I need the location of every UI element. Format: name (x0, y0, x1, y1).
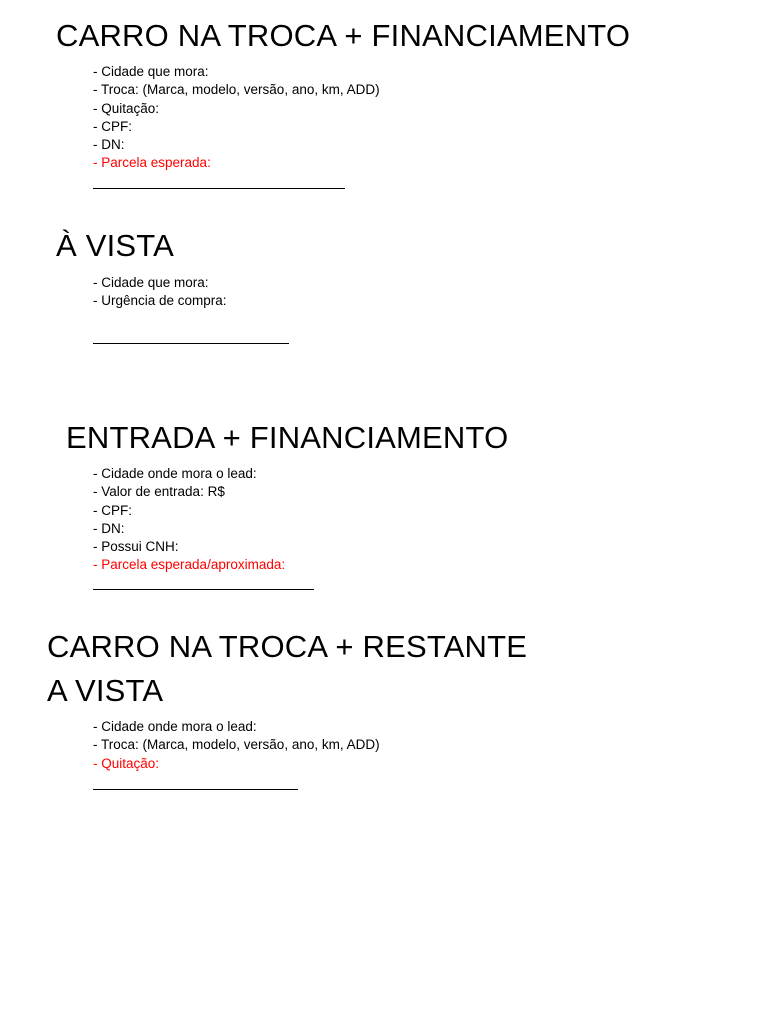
section-title-line-1: CARRO NA TROCA + RESTANTE (47, 629, 528, 664)
field-item-highlight: - Parcela esperada/aproximada: (93, 557, 286, 573)
field-item: - CPF: (93, 118, 132, 134)
field-item: - Cidade que mora: (93, 64, 209, 79)
field-list (93, 718, 380, 773)
separator-line (93, 188, 345, 189)
separator-line (93, 789, 298, 790)
field-item: - Troca: (Marca, modelo, versão, ano, km, ADD) (93, 82, 380, 98)
section-title: CARRO NA TROCA + FINANCIAMENTO (56, 18, 631, 53)
field-item: - Urgência de compra: (93, 293, 227, 309)
section-title-line-2: A VISTA (47, 673, 164, 708)
field-item: - Cidade onde mora o lead: (93, 719, 257, 734)
field-item: - Possui CNH: (93, 539, 179, 555)
field-list (93, 63, 380, 173)
field-item: - Cidade que mora: (93, 275, 209, 290)
separator-line (93, 343, 289, 344)
field-list (93, 465, 285, 575)
field-item: - CPF: (93, 502, 132, 518)
field-item: - Quitação: (93, 100, 160, 116)
field-item: - Cidade onde mora o lead: (93, 466, 257, 481)
field-item: - DN: (93, 520, 125, 536)
field-item: - Valor de entrada: R$ (93, 484, 225, 500)
field-item-highlight: - Quitação: (93, 755, 160, 771)
separator-line (93, 589, 314, 590)
field-list (93, 274, 227, 311)
section-title: À VISTA (56, 228, 174, 263)
field-item-highlight: - Parcela esperada: (93, 155, 211, 171)
field-item: - Troca: (Marca, modelo, versão, ano, km, ADD) (93, 737, 380, 753)
field-item: - DN: (93, 137, 125, 153)
section-title: ENTRADA + FINANCIAMENTO (66, 420, 509, 455)
